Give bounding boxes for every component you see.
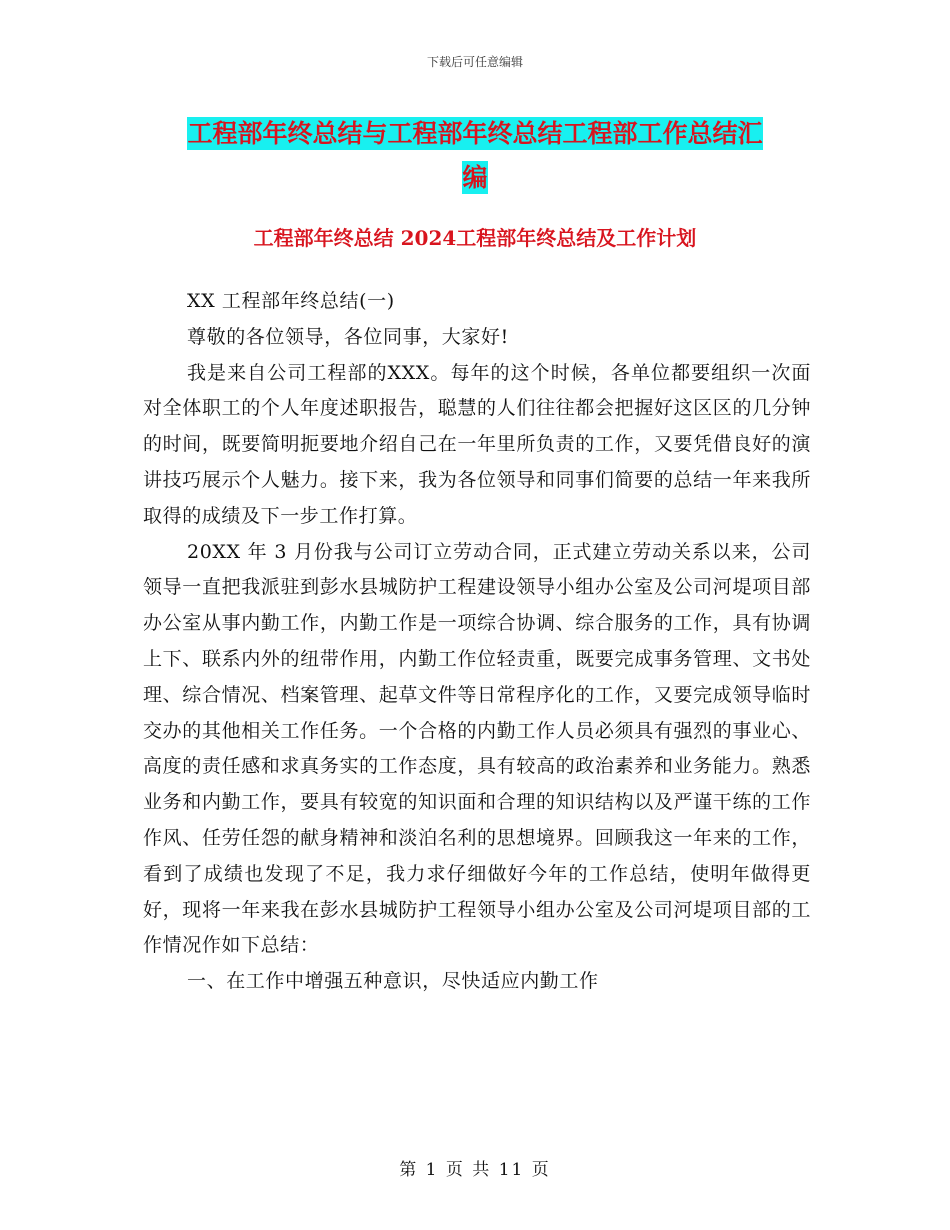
title-line-2: 编	[462, 163, 488, 192]
document-body	[143, 284, 811, 1000]
subsection-heading: 一、在工作中增强五种意识，尽快适应内勤工作	[187, 970, 599, 993]
greeting: 尊敬的各位领导，各位同事，大家好!	[187, 325, 509, 348]
document-title	[140, 112, 810, 200]
section-heading: XX 工程部年终总结(一)	[187, 290, 395, 312]
page-number: 第 1 页 共 11 页	[399, 1160, 551, 1180]
paragraph-work: 20XX 年 3 月份我与公司订立劳动合同，正式建立劳动关系以来，公司领导一直把我派驻到彭水县城防护工程建设领导小组办公室及公司河堤项目部办公室从事内勤工作，内勤工作是一项综合协调、综合服务的工作，具有协调上下、联系内外的纽带作用，内勤工作位轻责重，既要完成事务管理、文书处理、综合情况、档案管理、起草文件等日常程序化的工作，又要完成领导临时交办的其他相关工作任务。一个合格的内勤工作人员必须具有强烈的事业心、高度的责任感和求真务实的工作态度，具有较高的政治素养和业务能力。熟悉业务和内勤工作，要具有较宽的知识面和合理的知识结构以及严谨干练的工作作风、任劳任怨的献身精神和淡泊名利的思想境界。回顾我这一年来的工作，看到了成绩也发现了不足，我力求仔细做好今年的工作总结，使明年做得更好，现将一年来我在彭水县城防护工程领导小组办公室及公司河堤项目部的工作情况作如下总结：	[143, 540, 811, 957]
document-subtitle: 工程部年终总结 2024工程部年终总结及工作计划	[253, 226, 697, 250]
download-note: 下载后可任意编辑	[426, 55, 523, 69]
paragraph-intro: 我是来自公司工程部的XXX。每年的这个时候，各单位都要组织一次面对全体职工的个人年度述职报告，聪慧的人们往往都会把握好这区区的几分钟的时间，既要简明扼要地介绍自己在一年里所负责的工作，又要凭借良好的演讲技巧展示个人魅力。接下来，我为各位领导和同事们简要的总结一年来我所取得的成绩及下一步工作打算。	[143, 361, 811, 527]
title-line-1: 工程部年终总结与工程部年终总结工程部工作总结汇	[187, 119, 763, 148]
